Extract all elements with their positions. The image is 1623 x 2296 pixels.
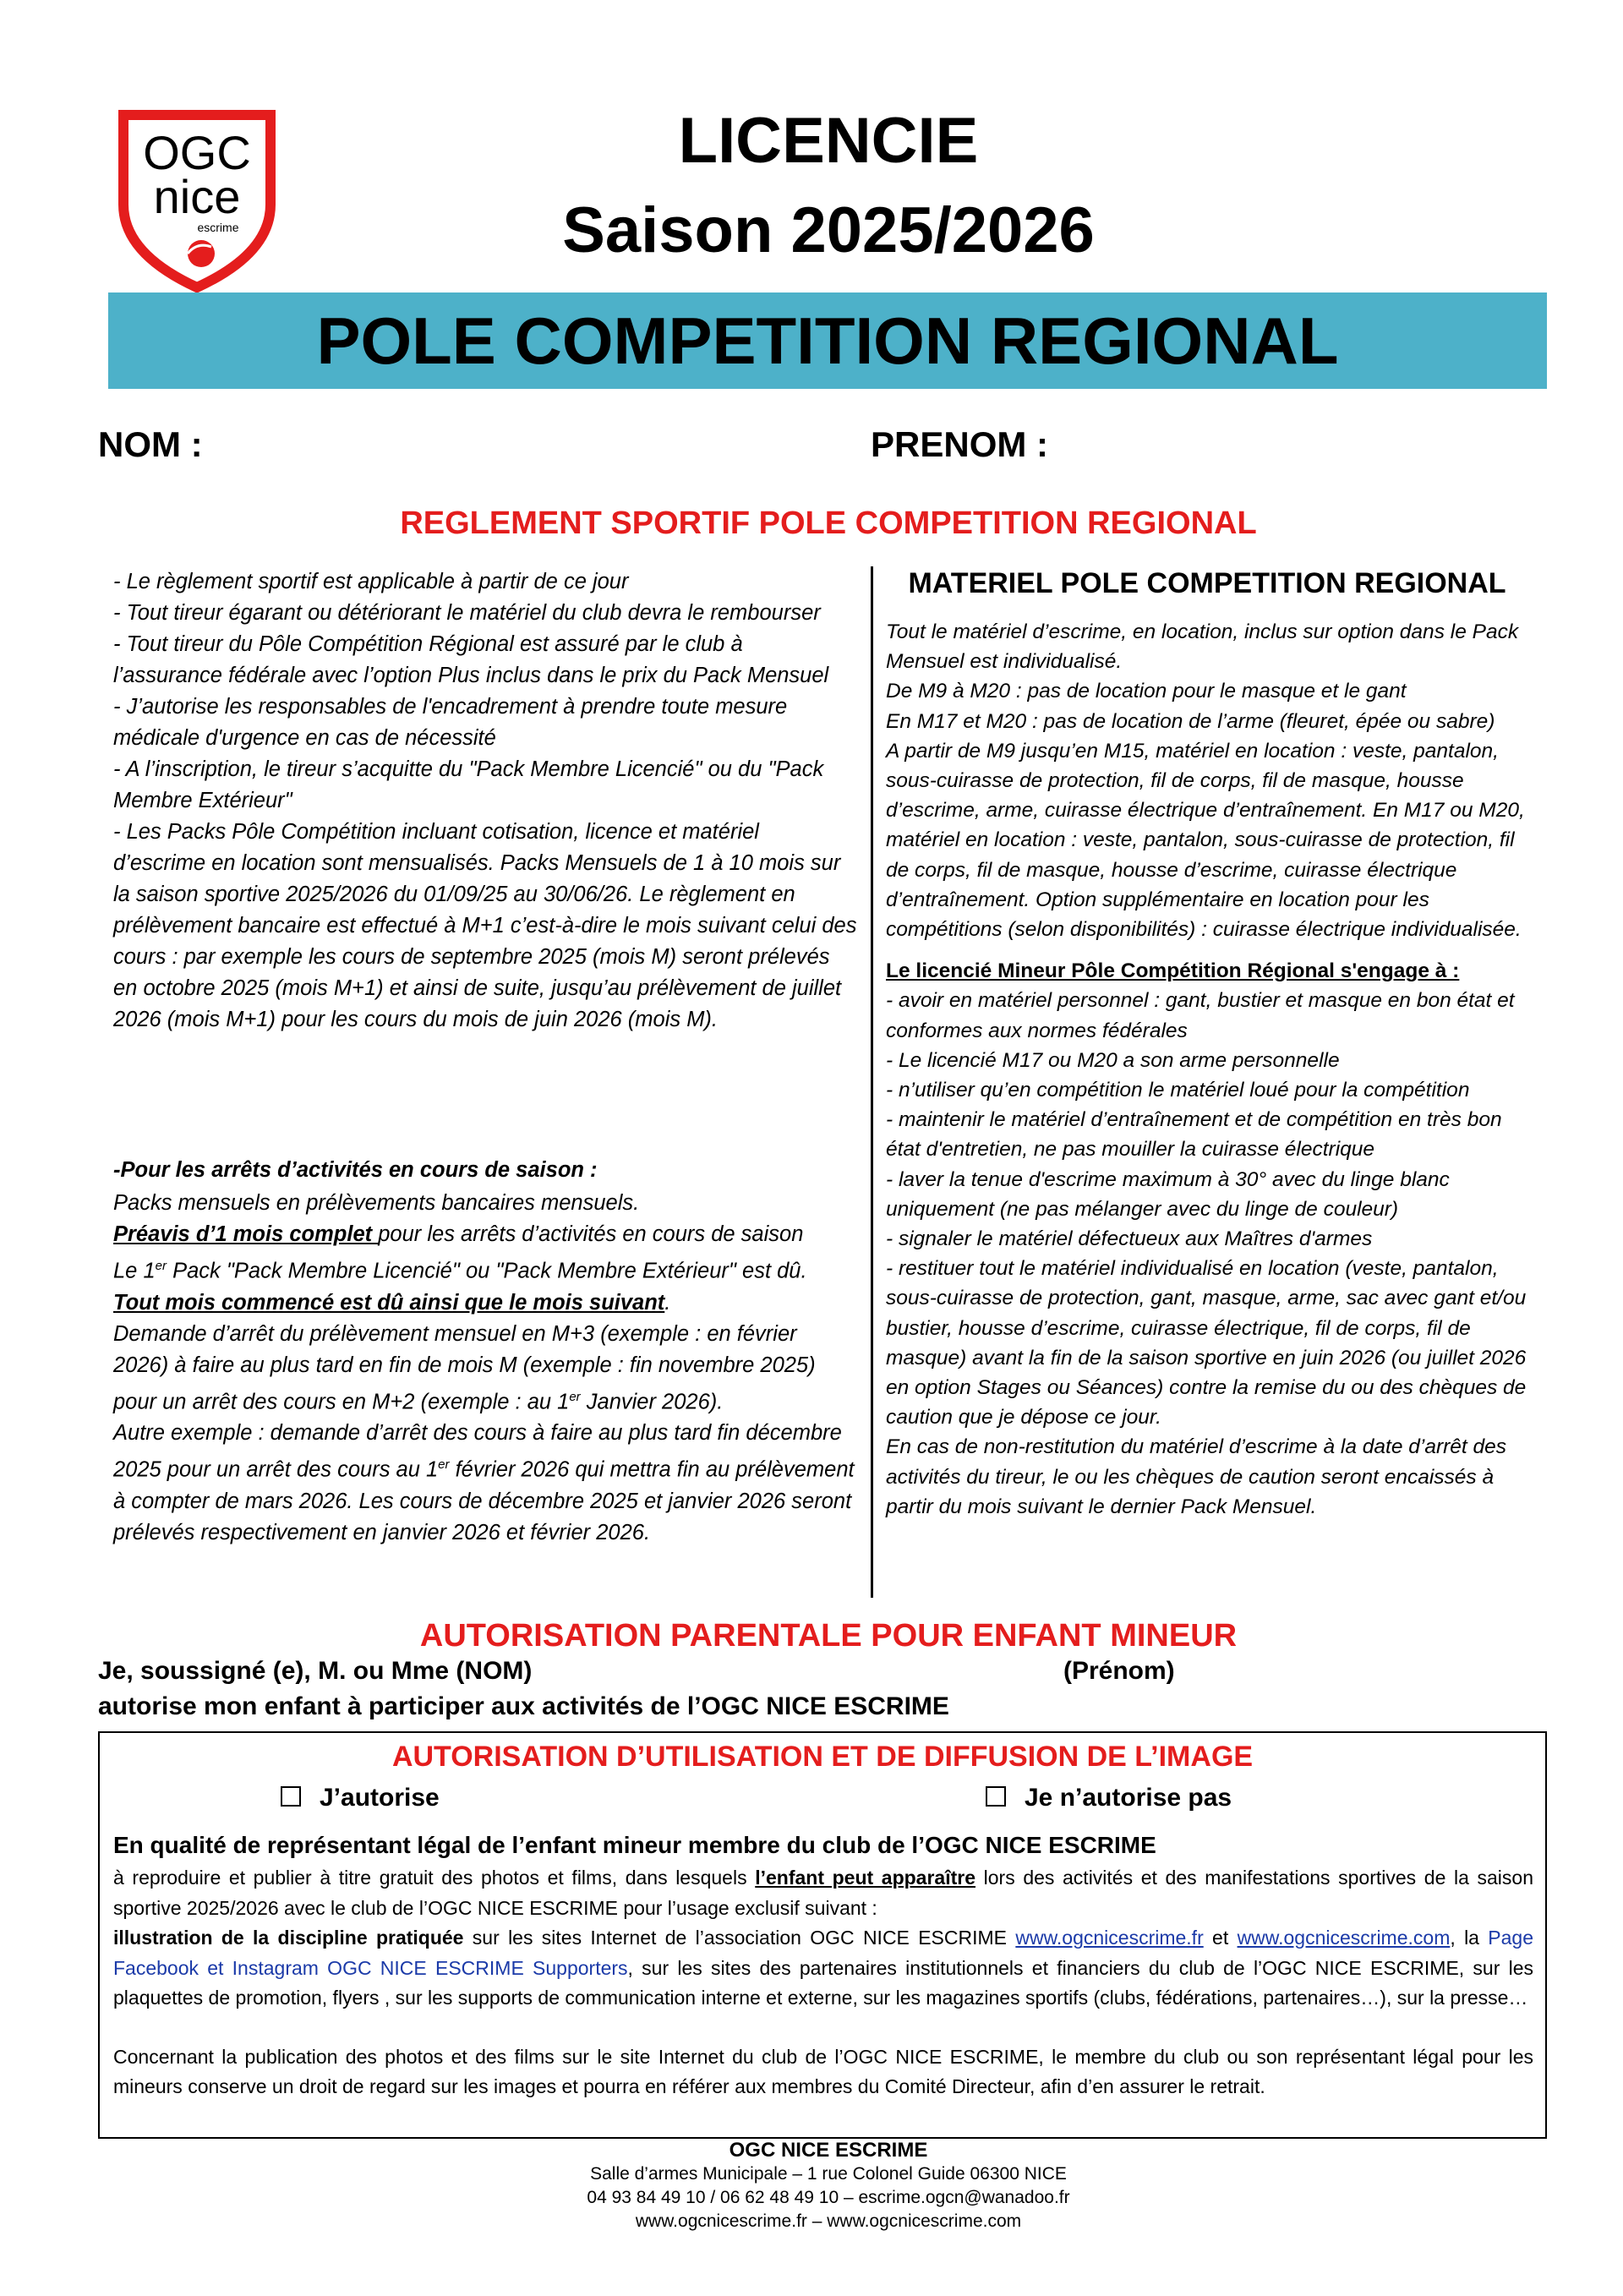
materiel-para: En M17 et M20 : pas de location de l’arme (fleuret, épée ou sabre)	[886, 709, 1495, 733]
materiel-para: De M9 à M20 : pas de location pour le masque et le gant	[886, 680, 1407, 703]
option-no-label: Je n’autorise pas	[1025, 1784, 1232, 1812]
doc-title: LICENCIE	[678, 105, 979, 177]
p1a: à reproduire et publier à titre gratuit des photos et films, dans lesquels	[113, 1867, 756, 1889]
p1b: lors des activités et des manifestations sportives de la saison sportive 2025/2026 avec le club de l’OGC NICE ESCRIME pour l’usage exclusif suivant :	[113, 1867, 1534, 1919]
autre-line	[113, 1418, 857, 1549]
pack-line-b: Pack "Pack Membre Licencié" ou "Pack Membre Extérieur" est dû.	[166, 1259, 807, 1283]
logo-nice: nice	[153, 170, 241, 223]
p2b: , sur les sites des partenaires institutionnels et financiers du club de l’OGC NICE ESCRIME, sur les plaquettes de promotion, flyers , sur les supports de communication interne et externe, sur les magazines sportifs (clubs, fédérations, partenaires…), sur la presse…	[113, 1956, 1534, 2009]
logo-escrime: escrime	[197, 221, 239, 234]
column-divider	[871, 566, 873, 1598]
reglement-title: REGLEMENT SPORTIF POLE COMPETITION REGIONAL	[400, 506, 1257, 541]
checkbox-yes[interactable]	[281, 1786, 301, 1807]
image-authorization-box	[98, 1731, 1547, 2139]
p2bold: illustration de la discipline pratiquée	[113, 1927, 464, 1949]
engage-item: En cas de non-restitution du matériel d’escrime à la date d’arrêt des activités du tireur, le ou les chèques de caution seront encaissés à partir du mois suivant le dernier Pack Mensuel.	[886, 1435, 1507, 1518]
engage-item: - signaler le matériel défectueux aux Maîtres d'armes	[886, 1227, 1373, 1251]
facebook-page-link[interactable]: Page Facebook et Instagram OGC NICE ESCRIME Supporters	[113, 1927, 1534, 1979]
qualite-line: En qualité de représentant légal de l’enfant mineur membre du club de l’OGC NICE ESCRIME	[113, 1832, 1156, 1858]
engage-item: - restituer tout le matériel individualisé en location (veste, pantalon, sous-cuirasse de protection, gant, masque, arme, sac avec gant et/ou bustier, housse d’escrime, cuirasse électrique, fil de corps, fil de masque) avant la fin de la saison sportive en juin 2026 (ou juillet 2026 en option Stages ou Séances) contre la remise du ou des chèques de caution que je dépose ce jour.	[886, 1257, 1527, 1430]
pack-line	[113, 1250, 857, 1319]
para-droit: Concernant la publication des photos et des films sur le site Internet du club de l’OGC NICE ESCRIME, le membre du club ou son représentant légal pour les mineurs conserve un droit de regard sur les images et pourra en référer aux membres du Comité Directeur, afin d’en assurer le retrait.	[113, 2045, 1533, 2097]
engage-item: - n’utiliser qu’en compétition le matériel loué pour la compétition	[886, 1079, 1470, 1102]
arrets-section	[113, 1155, 857, 1549]
reglement-item: - Les Packs Pôle Compétition incluant cotisation, licence et matériel d’escrime en location sont mensualisés. Packs Mensuels de 1 à 10 mois sur la saison sportive 2025/2026 du 01/09/25 au 30/06/26. Le règlement en prélèvement bancaire est effectué à M+1 c’est-à-dire le mois suivant celui des cours : par exemple les cours de septembre 2025 (mois M) seront prélevés en octobre 2025 (mois M+1) et ainsi de suite, jusqu’au prélèvement de juillet 2026 (mois M+1) pour les cours du mois de juin 2026 (mois M).	[113, 820, 857, 1031]
p2comma: ,	[1450, 1927, 1456, 1949]
pack-line-a: Le 1	[113, 1259, 156, 1283]
materiel-para: Tout le matériel d’escrime, en location, inclus sur option dans le Pack Mensuel est individualisé.	[886, 620, 1519, 674]
parental-title: AUTORISATION PARENTALE POUR ENFANT MINEUR	[419, 1618, 1238, 1654]
engage-item: - Le licencié M17 ou M20 a son arme personnelle	[886, 1048, 1340, 1072]
p2et: et	[1203, 1927, 1238, 1949]
pole-band: POLE COMPETITION REGIONAL	[108, 292, 1547, 389]
logo-ogc: OGC	[143, 126, 251, 179]
footer-contact: 04 93 84 49 10 / 06 62 48 49 10 – escrime.ogcn@wanadoo.fr	[587, 2188, 1070, 2207]
season-title: Saison 2025/2026	[562, 194, 1095, 266]
prenom-label: PRENOM :	[871, 424, 1048, 464]
engage-title: Le licencié Mineur Pôle Compétition Régional s'engage à :	[886, 959, 1460, 983]
p1bu: l’enfant peut apparaître	[755, 1867, 976, 1889]
checkbox-no[interactable]	[986, 1786, 1006, 1807]
materiel-list	[886, 617, 1528, 1522]
p2a: sur les sites Internet de l’association OGC NICE ESCRIME	[463, 1927, 1016, 1949]
image-auth-title: AUTORISATION D’UTILISATION ET DE DIFFUSION DE L’IMAGE	[391, 1741, 1254, 1773]
nom-label: NOM :	[98, 424, 203, 464]
option-no[interactable]	[986, 1784, 1232, 1812]
site-link-com[interactable]: www.ogcnicescrime.com	[1237, 1927, 1451, 1949]
demande-sup: er	[569, 1389, 581, 1404]
reglement-item: - Tout tireur égarant ou détériorant le matériel du club devra le rembourser	[113, 601, 821, 625]
engage-item: - laver la tenue d'escrime maximum à 30° avec du linge blanc uniquement (ne pas mélanger avec du linge de couleur)	[886, 1167, 1450, 1221]
autre-b: février 2026 qui mettra fin au prélèvement à compter de mars 2026. Les cours de décembre 2025 et janvier 2026 seront prélevés respectivement en janvier 2026 et février 2026.	[113, 1457, 855, 1544]
demande-a: Demande d’arrêt du prélèvement mensuel en M+3 (exemple : en février 2026) à faire au plus tard en fin de mois M (exemple : fin novembre 2025) pour un arrêt des cours en M+2 (exemple : au 1	[113, 1321, 816, 1413]
arrets-line: Packs mensuels en prélèvements bancaires mensuels.	[113, 1191, 640, 1215]
para-usage	[113, 1863, 1533, 1923]
reglement-item: - Tout tireur du Pôle Compétition Régional est assuré par le club à l’assurance fédérale avec l’option Plus inclus dans le prix du Pack Mensuel	[113, 632, 829, 687]
reglement-item: - J’autorise les responsables de l'encadrement à prendre toute mesure médicale d'urgence en cas de nécessité	[113, 695, 788, 750]
footer-club: OGC NICE ESCRIME	[729, 2139, 928, 2162]
period: .	[664, 1290, 671, 1315]
materiel-title: MATERIEL POLE COMPETITION REGIONAL	[908, 567, 1506, 599]
engage-item: - avoir en matériel personnel : gant, bustier et masque en bon état et conformes aux normes fédérales	[886, 989, 1515, 1042]
option-yes-label: J’autorise	[320, 1784, 440, 1812]
parental-line2: autorise mon enfant à participer aux activités de l’OGC NICE ESCRIME	[98, 1692, 949, 1720]
preavis-bold: Préavis d’1 mois complet	[113, 1222, 379, 1246]
tout-mois: Tout mois commencé est dû ainsi que le mois suivant	[113, 1290, 665, 1315]
pack-sup: er	[155, 1259, 167, 1273]
demande-line	[113, 1319, 857, 1419]
autre-a: Autre exemple : demande d’arrêt des cours à faire au plus tard fin décembre 2025 pour un arrêt des cours au 1	[113, 1421, 842, 1482]
parental-line1: Je, soussigné (e), M. ou Mme (NOM)	[98, 1657, 533, 1685]
footer-sites: www.ogcnicescrime.fr – www.ogcnicescrime.com	[635, 2211, 1022, 2231]
site-link-fr[interactable]: www.ogcnicescrime.fr	[1015, 1927, 1204, 1949]
footer	[0, 2139, 1623, 2233]
option-yes[interactable]	[281, 1784, 440, 1812]
arrets-title: -Pour les arrêts d’activités en cours de saison :	[113, 1158, 598, 1182]
image-auth-body	[113, 1863, 1533, 2102]
demande-b: Janvier 2026).	[580, 1390, 724, 1413]
parental-prenom: (Prénom)	[1063, 1657, 1175, 1685]
para-illustration	[113, 1923, 1533, 2014]
autre-sup: er	[438, 1457, 450, 1472]
reglement-item: - Le règlement sportif est applicable à partir de ce jour	[113, 570, 629, 593]
preavis-line	[113, 1219, 857, 1250]
preavis-rest: pour les arrêts d’activités en cours de saison	[378, 1222, 804, 1246]
reglement-list	[113, 566, 857, 1036]
footer-address: Salle d’armes Municipale – 1 rue Colonel Guide 06300 NICE	[590, 2164, 1067, 2184]
engage-item: - maintenir le matériel d’entraînement et de compétition en très bon état d'entretien, ne pas mouiller la cuirasse électrique	[886, 1108, 1502, 1162]
p2la: la	[1455, 1927, 1489, 1949]
materiel-para: A partir de M9 jusqu’en M15, matériel en location : veste, pantalon, sous-cuirasse de protection, fil de corps, fil de masque, housse d’escrime, arme, cuirasse électrique d’entraînement. En M17 ou M20, matériel en location : veste, pantalon, sous-cuirasse de protection, fil de corps, fil de masque, housse d’escrime, cuirasse électrique d’entraînement. Option supplémentaire en location pour les compétitions (selon disponibilités) : cuirasse électrique individualisée.	[886, 739, 1525, 942]
reglement-item: - A l’inscription, le tireur s’acquitte du "Pack Membre Licencié" ou du "Pack Membre Extérieur"	[113, 757, 824, 812]
